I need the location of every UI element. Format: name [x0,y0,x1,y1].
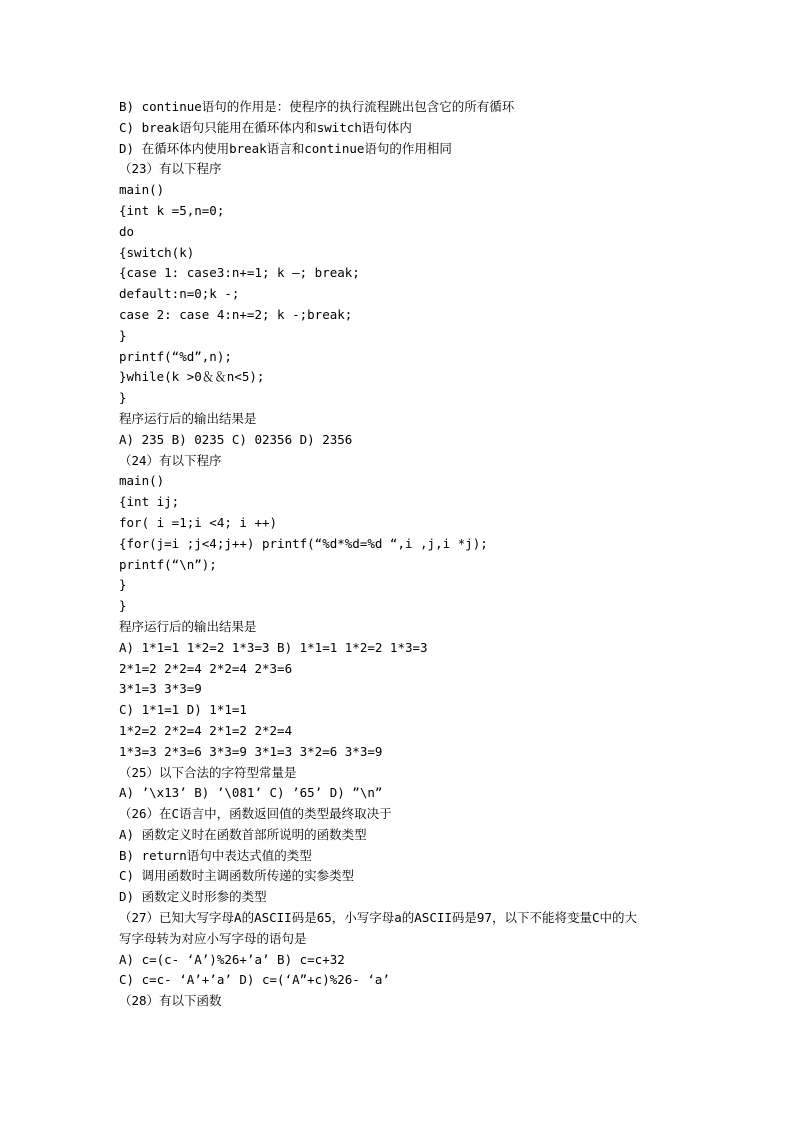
answer-option-c: C) 调用函数时主调函数所传递的实参类型 [119,868,355,884]
question-27-heading: （27）已知大写字母A的ASCII码是65，小写字母a的ASCII码是97，以下不能将变量C中的大 [119,910,637,926]
code-line: do [119,223,135,239]
code-line: {for(j=i ;j<4;j++) printf(“%d*%d=%d “,i ,j,i *j); [119,535,488,551]
option-b-continue: B) continue语句的作用是：使程序的执行流程跳出包含它的所有循环 [119,99,515,114]
code-line: } [119,577,127,593]
answer-option-d: D) 函数定义时形参的类型 [119,889,267,905]
code-line: } [119,327,127,343]
code-line: printf(“%d”,n); [119,348,232,364]
answer-option-b: B) return语句中表达式值的类型 [119,847,312,863]
answer-option-a: A) 函数定义时在函数首部所说明的函数类型 [119,826,367,842]
answer-option-line: 1*3=3 2*3=6 3*3=9 3*1=3 3*2=6 3*3=9 [119,743,383,759]
code-line: } [119,598,127,614]
code-line: default:n=0;k -; [119,286,240,302]
question-24-heading: （24）有以下程序 [119,452,222,468]
output-prompt: 程序运行后的输出结果是 [119,618,257,634]
question-23-heading: （23）有以下程序 [119,161,222,177]
question-26-heading: （26）在C语言中，函数返回值的类型最终取决于 [119,806,392,822]
code-line: {int k =5,n=0; [119,202,225,218]
answer-option-line: 1*2=2 2*2=4 2*1=2 2*2=4 [119,722,293,738]
answer-options: A) 235 B) 0235 C) 02356 D) 2356 [119,431,353,447]
code-line: }while(k >0＆＆n<5); [119,369,265,385]
answer-options: A) c=(c- ‘A’)%26+’a’ B) c=c+32 [119,951,345,967]
code-line: case 2: case 4:n+=2; k -;break; [119,306,353,322]
code-line: {switch(k) [119,244,195,260]
answer-options: C) c=c- ‘A’+’a’ D) c=(‘A”+c)%26- ‘a’ [119,972,390,988]
answer-option-line: C) 1*1=1 D) 1*1=1 [119,702,247,718]
answer-option-line: 2*1=2 2*2=4 2*2=4 2*3=6 [119,660,293,676]
code-line: {int ij; [119,494,180,510]
question-28-heading: （28）有以下函数 [119,993,222,1009]
output-prompt: 程序运行后的输出结果是 [119,410,257,426]
answer-option-line: A) 1*1=1 1*2=2 1*3=3 B) 1*1=1 1*2=2 1*3=3 [119,639,428,655]
answer-options: A) ’\x13’ B) ’\081’ C) ’65’ D) ”\n” [119,785,383,801]
document-body [119,97,689,1012]
code-line: for( i =1;i <4; i ++) [119,514,278,530]
code-line: {case 1: case3:n+=1; k —; break; [119,265,360,281]
question-25-heading: （25）以下合法的字符型常量是 [119,764,297,780]
answer-option-line: 3*1=3 3*3=9 [119,681,202,697]
option-d-same-effect: D) 在循环体内使用break语言和continue语句的作用相同 [119,140,452,156]
option-c-break: C) break语句只能用在循环体内和switch语句体内 [119,119,412,135]
code-line: main() [119,473,165,489]
code-line: } [119,390,127,406]
code-line: main() [119,182,165,198]
code-line: printf(“\n”); [119,556,217,572]
question-27-heading-cont: 写字母转为对应小写字母的语句是 [119,930,307,946]
